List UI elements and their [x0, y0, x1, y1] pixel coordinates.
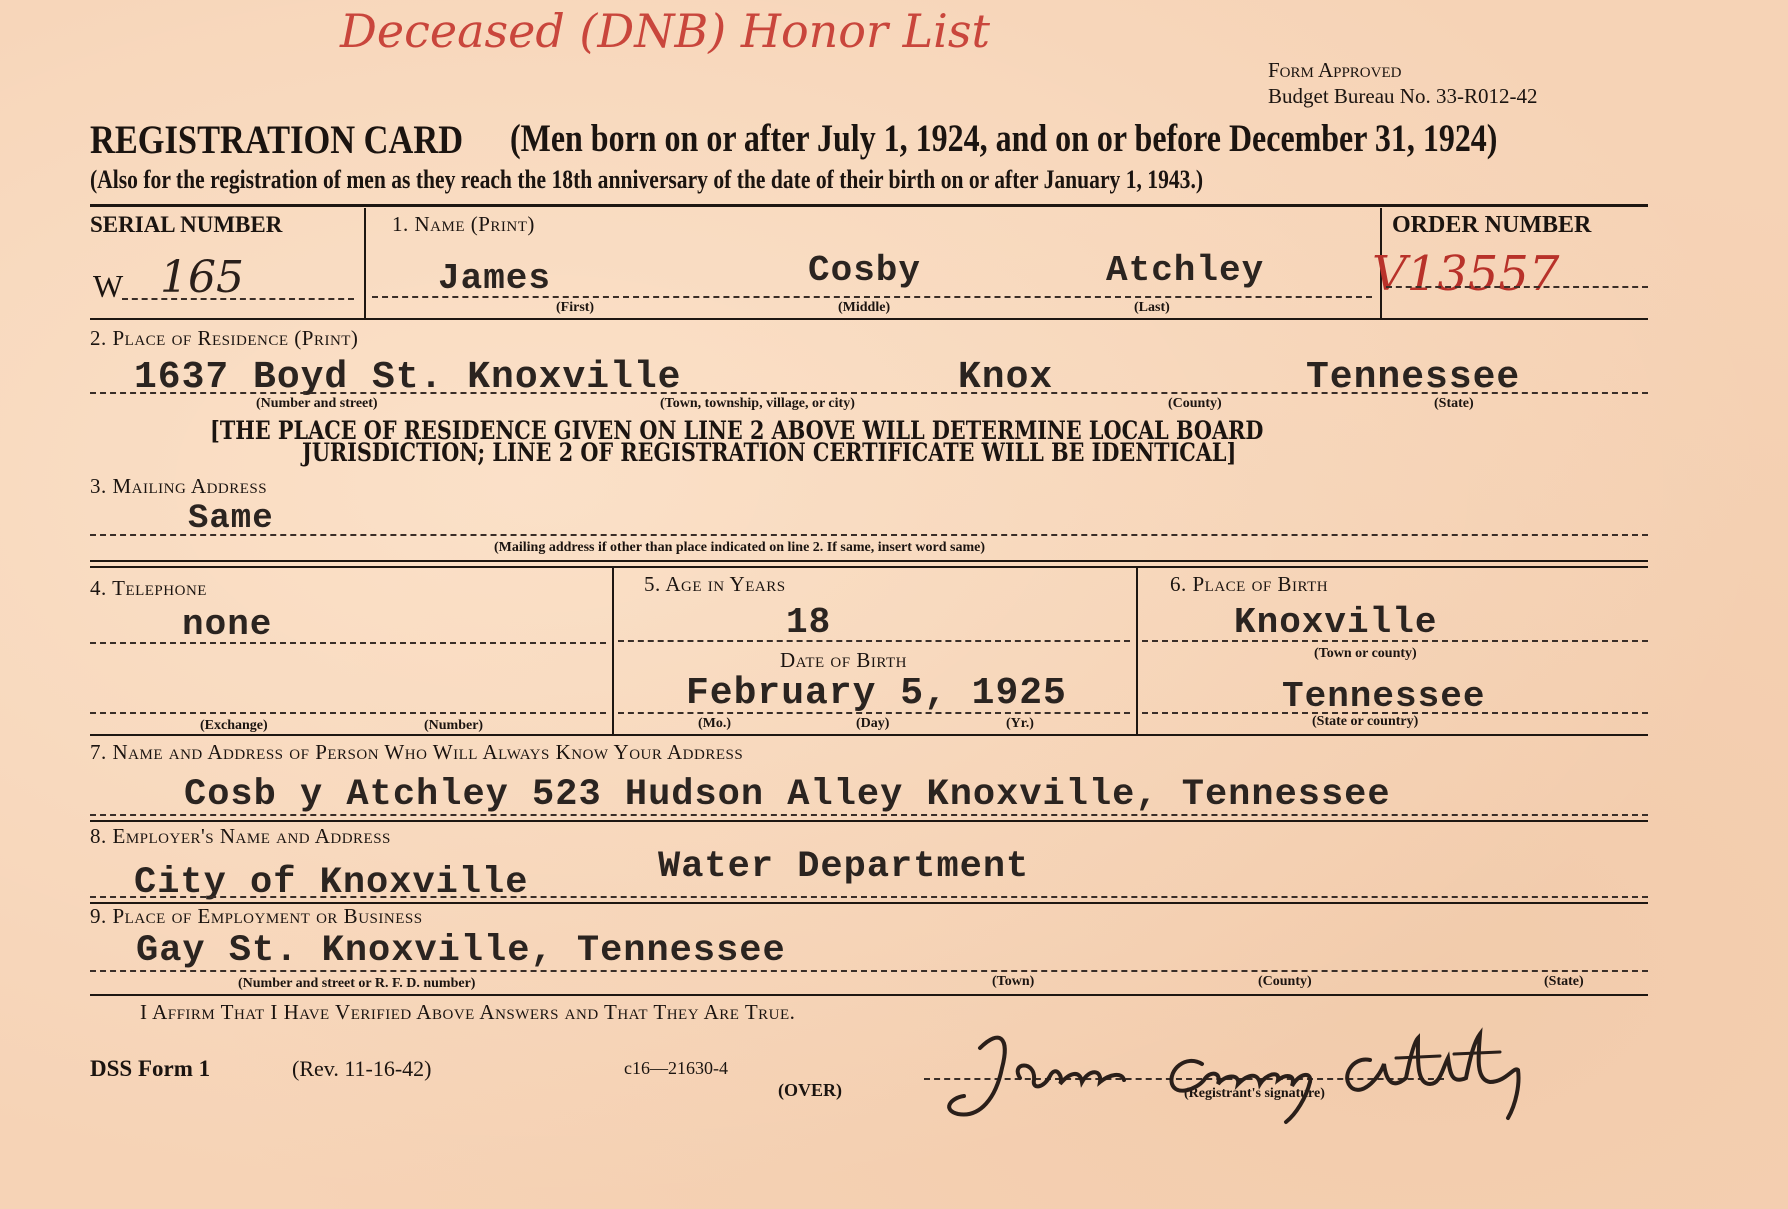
- rule-5: [90, 820, 1648, 822]
- dob-year-caption: (Yr.): [1006, 716, 1034, 731]
- mailing-caption: (Mailing address if other than place indicated on line 2. If same, insert word same): [494, 540, 986, 555]
- over-note: (OVER): [778, 1080, 842, 1100]
- serial-value: 165: [160, 252, 244, 303]
- last-caption: (Last): [1134, 300, 1170, 315]
- employment-label: 9. Place of Employment or Business: [90, 904, 423, 928]
- serial-prefix: W: [93, 268, 124, 304]
- middle-name: Cosby: [808, 250, 922, 291]
- employer-line: [90, 896, 1648, 898]
- contact-line: [90, 814, 1648, 816]
- age-divider: [1136, 568, 1138, 734]
- order-number-value: V13557: [1372, 246, 1560, 302]
- top-annotation: Deceased (DNB) Honor List: [340, 4, 990, 58]
- dob-line: [618, 712, 1130, 714]
- form-revision: (Rev. 11-16-42): [292, 1056, 432, 1081]
- form-id: DSS Form 1: [90, 1056, 211, 1081]
- residence-state: Tennessee: [1306, 356, 1521, 399]
- contact-value: Cosb y Atchley 523 Hudson Alley Knoxville, Tennessee: [184, 774, 1391, 816]
- registrant-signature: [940, 1018, 1680, 1128]
- eligibility-statement: (Men born on or after July 1, 1924, and on or before December 31, 1924): [510, 117, 1498, 160]
- residence-street-caption: (Number and street): [256, 396, 378, 411]
- employment-street-caption: (Number and street or R. F. D. number): [238, 976, 476, 991]
- card-title: REGISTRATION CARD: [90, 117, 464, 162]
- rule-4: [90, 734, 1648, 736]
- rule-7: [90, 994, 1648, 996]
- dob-day-caption: (Day): [856, 716, 890, 731]
- dob-value: February 5, 1925: [686, 672, 1067, 715]
- residence-notice-2: JURISDICTION; LINE 2 OF REGISTRATION CERTIFICATE WILL BE IDENTICAL]: [302, 438, 1237, 467]
- residence-county-caption: (County): [1168, 396, 1222, 411]
- residence-town-caption: (Town, township, village, or city): [660, 396, 855, 411]
- birthplace-town: Knoxville: [1234, 602, 1438, 643]
- birthplace-state-caption: (State or country): [1312, 714, 1419, 729]
- print-code: c16—21630-4: [624, 1058, 728, 1078]
- top-rule: [90, 204, 1648, 207]
- residence-street: 1637 Boyd St. Knoxville: [134, 356, 682, 399]
- mailing-value: Same: [188, 500, 274, 538]
- rule-3: [90, 560, 1648, 562]
- employer-name: City of Knoxville: [134, 862, 529, 904]
- affirmation: I Affirm That I Have Verified Above Answers and That They Are True.: [140, 1000, 796, 1024]
- serial-number-label: SERIAL NUMBER: [90, 212, 283, 237]
- residence-line: [90, 392, 1648, 394]
- first-caption: (First): [556, 300, 595, 315]
- age-label: 5. Age in Years: [644, 572, 786, 596]
- age-line: [618, 640, 1130, 642]
- employment-value: Gay St. Knoxville, Tennessee: [136, 930, 786, 972]
- rule-2: [90, 318, 1648, 320]
- number-caption: (Number): [424, 718, 484, 733]
- name-line: [372, 296, 1372, 298]
- employment-state-caption: (State): [1544, 974, 1584, 989]
- rule-3b: [90, 566, 1648, 568]
- residence-label: 2. Place of Residence (Print): [90, 326, 359, 350]
- signature-caption: (Registrant's signature): [1184, 1086, 1325, 1101]
- birthplace-town-line: [1142, 640, 1648, 642]
- birthplace-state: Tennessee: [1282, 676, 1486, 717]
- residence-notice-1: [THE PLACE OF RESIDENCE GIVEN ON LINE 2 ABOVE WILL DETERMINE LOCAL BOARD: [210, 416, 1264, 445]
- age-value: 18: [786, 602, 832, 643]
- residence-county: Knox: [958, 356, 1054, 399]
- employment-line: [90, 970, 1648, 972]
- birthplace-town-caption: (Town or county): [1314, 646, 1417, 661]
- contact-label: 7. Name and Address of Person Who Will Always Know Your Address: [90, 740, 744, 764]
- exchange-caption: (Exchange): [200, 718, 268, 733]
- telephone-line-2: [90, 712, 606, 714]
- name-label: 1. Name (Print): [392, 212, 535, 236]
- residence-state-caption: (State): [1434, 396, 1474, 411]
- dob-label: Date of Birth: [780, 648, 907, 672]
- budget-bureau-number: Budget Bureau No. 33-R012-42: [1268, 84, 1538, 108]
- middle-caption: (Middle): [838, 300, 891, 315]
- employment-town-caption: (Town): [992, 974, 1035, 989]
- serial-divider: [364, 208, 366, 318]
- mailing-label: 3. Mailing Address: [90, 474, 268, 498]
- employer-label: 8. Employer's Name and Address: [90, 824, 391, 848]
- tel-divider: [612, 568, 614, 734]
- birthplace-label: 6. Place of Birth: [1170, 572, 1329, 596]
- mailing-line: [90, 534, 1648, 536]
- dob-month-caption: (Mo.): [698, 716, 732, 731]
- telephone-label: 4. Telephone: [90, 576, 207, 600]
- employer-department: Water Department: [658, 846, 1030, 888]
- serial-line: [122, 298, 354, 300]
- first-name: James: [438, 258, 552, 299]
- telephone-value: none: [182, 604, 273, 645]
- also-for-statement: (Also for the registration of men as they reach the 18th anniversary of the date of their birth on or after January 1, 1943.): [90, 165, 1204, 194]
- form-approved: Form Approved: [1268, 58, 1402, 82]
- employment-county-caption: (County): [1258, 974, 1312, 989]
- telephone-line-1: [90, 642, 606, 644]
- order-line: [1386, 286, 1648, 288]
- last-name: Atchley: [1106, 250, 1265, 291]
- order-number-label: ORDER NUMBER: [1392, 212, 1592, 238]
